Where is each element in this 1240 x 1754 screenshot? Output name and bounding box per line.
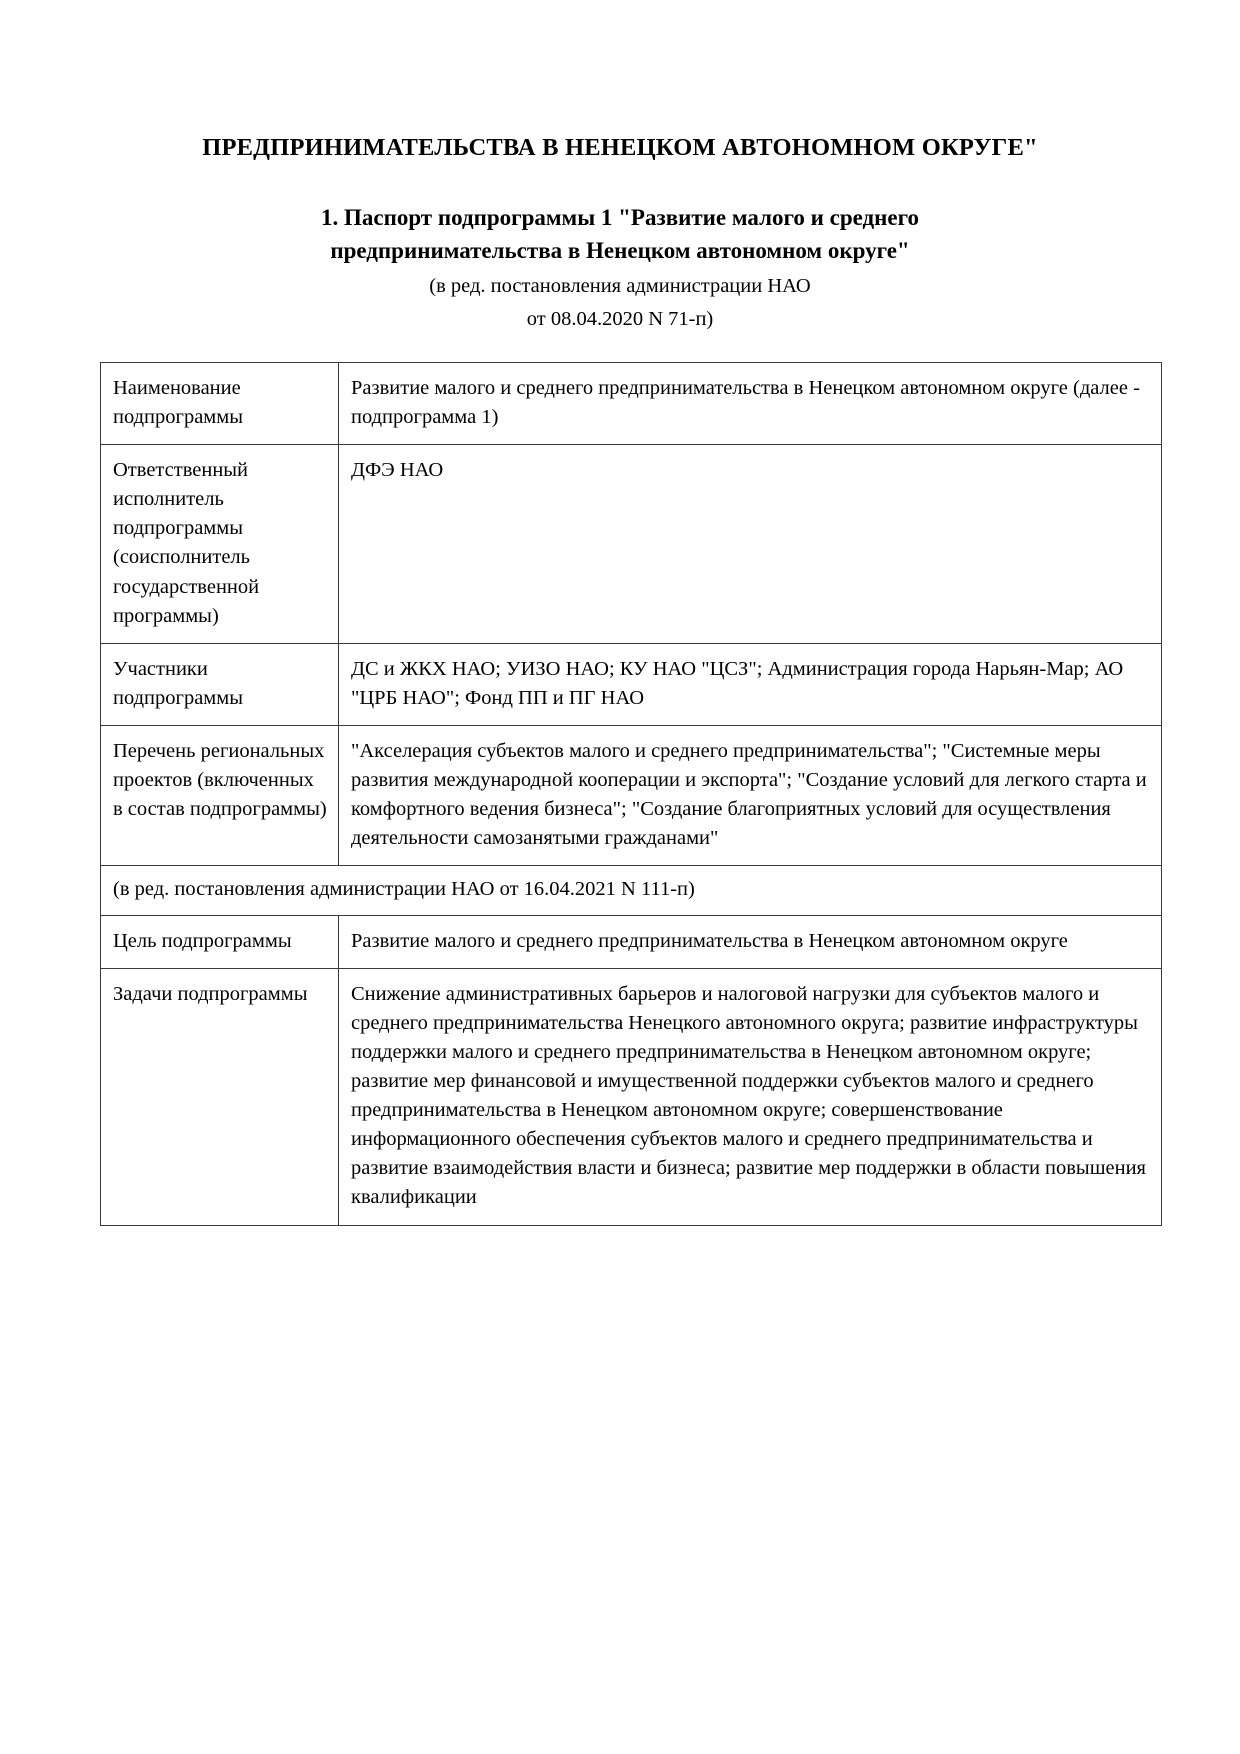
table-row (101, 362, 1162, 444)
row-label-cell (101, 643, 339, 725)
edition-note-line-1: (в ред. постановления администрации НАО (429, 274, 811, 297)
table-row (101, 445, 1162, 644)
row-label-text: Цель подпрограммы (113, 929, 292, 952)
row-value-text: ДС и ЖКХ НАО; УИЗО НАО; КУ НАО "ЦСЗ"; Администрация города Нарьян-Мар; АО "ЦРБ НАО"; Фонд ПП и ПГ НАО (351, 657, 1124, 709)
table-edition-note-row (101, 866, 1162, 915)
row-value-cell (339, 643, 1162, 725)
row-value-cell (339, 968, 1162, 1225)
row-value-text: ДФЭ НАО (351, 459, 444, 482)
section-heading-line-1: 1. Паспорт подпрограммы 1 "Развитие малого и среднего (320, 205, 920, 231)
row-value-cell (339, 915, 1162, 968)
table-row (101, 915, 1162, 968)
row-label-cell (101, 362, 339, 444)
passport-table (100, 362, 1162, 1226)
table-row (101, 726, 1162, 866)
row-label-text: Участники подпрограммы (113, 657, 244, 709)
row-label-cell (101, 915, 339, 968)
row-value-text: Развитие малого и среднего предпринимательства в Ненецком автономном округе (351, 929, 1068, 952)
table-row (101, 643, 1162, 725)
row-value-text: Развитие малого и среднего предпринимательства в Ненецком автономном округе (далее - подпрограмма 1) (351, 376, 1140, 429)
row-label-text: Ответственный исполнитель подпрограммы (соисполнитель государственной программы) (113, 459, 260, 627)
table-row (101, 968, 1162, 1225)
edition-note-text: (в ред. постановления администрации НАО от 16.04.2021 N 111-п) (113, 878, 695, 901)
row-label-text: Перечень региональных проектов (включенных в состав подпрограммы) (113, 740, 327, 821)
row-value-cell (339, 362, 1162, 444)
section-heading-block (100, 202, 1140, 334)
edition-note-line-2: от 08.04.2020 N 71-п) (526, 307, 714, 330)
row-label-cell (101, 726, 339, 866)
edition-note-cell (101, 866, 1162, 915)
row-value-cell (339, 726, 1162, 866)
row-value-text: "Акселерация субъектов малого и среднего предпринимательства"; "Системные меры развития международной кооперации и экспорта"; "Создание условий для легкого старта и комфортного ведения бизнеса"; "Создание благоприятных условий для осуществления деятельности самозанятыми гражданами" (351, 740, 1147, 850)
row-label-cell (101, 968, 339, 1225)
section-heading-line-2: предпринимательства в Ненецком автономном округе" (330, 238, 910, 264)
row-label-text: Наименование подпрограммы (113, 376, 244, 429)
row-label-text: Задачи подпрограммы (113, 982, 308, 1005)
row-value-cell (339, 445, 1162, 644)
row-value-text: Снижение административных барьеров и налоговой нагрузки для субъектов малого и среднего предпринимательства Ненецкого автономного округа; развитие инфраструктуры поддержки малого и среднего предпринимательства в Ненецком автономном округе; развитие мер финансовой и имущественной поддержки субъектов малого и среднего предпринимательства в Ненецком автономном округе; совершенствование информационного обеспечения субъектов малого и среднего предпринимательства и развитие взаимодействия власти и бизнеса; развитие мер поддержки в области повышения квалификации (351, 982, 1146, 1209)
page-title: ПРЕДПРИНИМАТЕЛЬСТВА В НЕНЕЦКОМ АВТОНОМНОМ ОКРУГЕ" (202, 134, 1038, 161)
row-label-cell (101, 445, 339, 644)
